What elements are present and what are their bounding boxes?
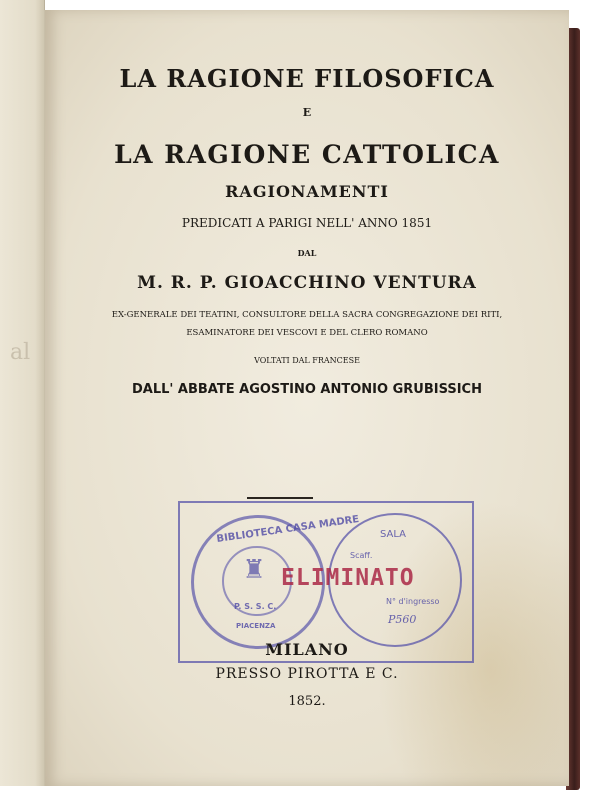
author-name: M. R. P. GIOACCHINO VENTURA <box>137 273 477 293</box>
author-description-2: ESAMINATORE DEI VESCOVI E DEL CLERO ROMANO <box>186 328 428 338</box>
seal-city: PIACENZA <box>236 622 276 630</box>
ingresso-number: P560 <box>388 613 417 626</box>
publisher: PRESSO PIROTTA E C. <box>215 666 399 682</box>
title-line-2: LA RAGIONE CATTOLICA <box>114 140 500 169</box>
translator-name: DALL' ABBATE AGOSTINO ANTONIO GRUBISSICH <box>132 382 482 397</box>
bleed-through-glyph: al <box>10 340 31 365</box>
author-description-1: EX-GENERALE DEI TEATINI, CONSULTORE DELLA SACRA CONGREGAZIONE DEI RITI, <box>111 310 503 320</box>
publication-year: 1852. <box>288 694 326 709</box>
seal-library-name: BIBLIOTECA CASA MADRE <box>215 514 360 545</box>
title-page <box>44 10 569 786</box>
subtitle-detail: PREDICATI A PARIGI NELL' ANNO 1851 <box>181 216 433 230</box>
subtitle: RAGIONAMENTI <box>225 182 389 201</box>
sala-label: SALA <box>380 529 407 540</box>
publication-city: MILANO <box>265 640 349 659</box>
title-conjunction: E <box>302 106 312 119</box>
ingresso-label: N° d'ingresso <box>386 597 440 606</box>
crest-icon: ♜ <box>242 555 266 585</box>
eliminato-stamp: ELIMINATO <box>281 565 415 591</box>
by-label: DAL <box>297 248 317 258</box>
scaff-label: Scaff. <box>350 551 373 560</box>
divider-rule <box>247 497 313 499</box>
previous-page-edge <box>0 0 45 786</box>
seal-abbreviation: P. S. S. C. <box>234 602 277 611</box>
translation-note: VOLTATI DAL FRANCESE <box>254 356 360 365</box>
title-line-1: LA RAGIONE FILOSOFICA <box>119 64 495 93</box>
